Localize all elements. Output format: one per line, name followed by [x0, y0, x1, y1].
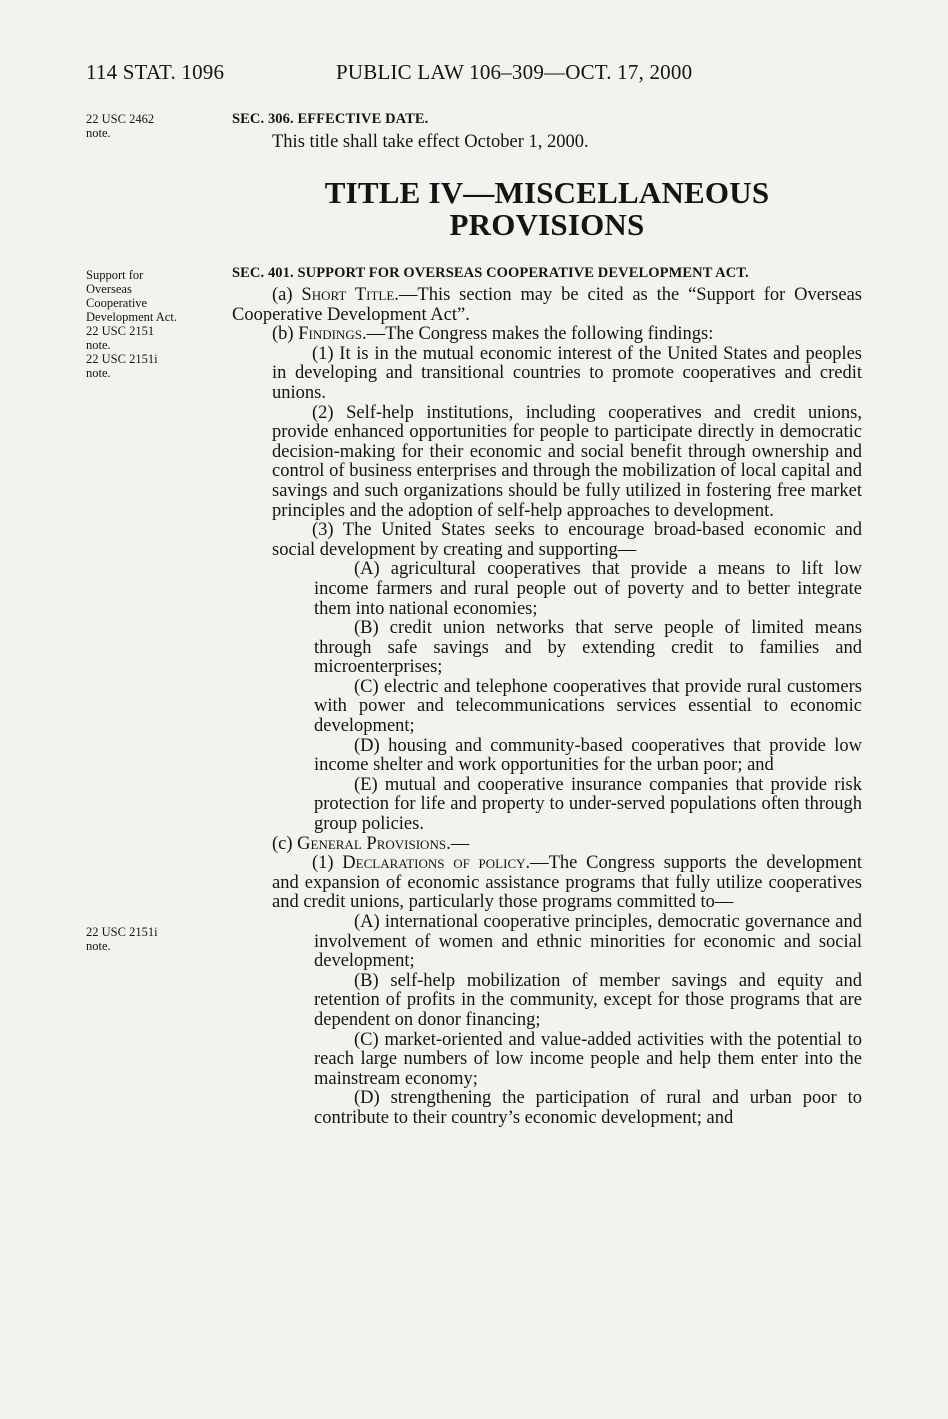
- policy-item-a: (A) international cooperative principles, democratic governance and involvement of women and ethnic minorities for economic and social development;: [314, 912, 862, 972]
- statute-citation: 114 STAT. 1096: [86, 60, 225, 84]
- subsection-a-caption: Short Title: [301, 285, 395, 305]
- margin-note-line: note.: [86, 338, 111, 352]
- public-law-citation: PUBLIC LAW 106–309—OCT. 17, 2000: [336, 60, 693, 84]
- margin-note-line: note.: [86, 366, 111, 380]
- margin-note-line: Support for: [86, 268, 144, 282]
- section-306-text: This title shall take effect October 1, 2000.: [272, 132, 589, 152]
- finding-3-item-c: (C) electric and telephone cooperatives that provide rural customers with power and telecommunications services essential to economic development;: [314, 676, 862, 737]
- finding-3-item-e: (E) mutual and cooperative insurance companies that provide risk protection for life and property to under-served populations often through group policies.: [314, 774, 862, 835]
- finding-1: (1) It is in the mutual economic interest of the United States and peoples in developing and transitional countries to promote cooperatives and credit unions.: [272, 343, 862, 403]
- margin-note-line: 22 USC 2151i: [86, 352, 158, 366]
- section-306-heading: SEC. 306. EFFECTIVE DATE.: [232, 111, 429, 127]
- margin-note-line: note.: [86, 126, 111, 140]
- margin-note-line: 22 USC 2151i: [86, 925, 158, 939]
- subsection-a: [232, 286, 862, 325]
- subsection-c-text: .—: [446, 833, 470, 854]
- margin-note-line: 22 USC 2151: [86, 324, 155, 338]
- finding-3: (3) The United States seeks to encourage broad-based economic and social development by creating and supporting—: [272, 520, 862, 560]
- paragraph-c1-text: .—The Congress supports the development and expansion of economic assistance programs that fully utilize cooperatives and credit unions, particularly those programs committed to—: [272, 853, 862, 913]
- subsection-c-label: (c): [272, 833, 298, 854]
- margin-note-line: note.: [86, 939, 111, 953]
- policy-item-b: (B) self-help mobilization of member savings and equity and retention of profits in the community, except for those programs that are dependent on donor financing;: [314, 970, 862, 1030]
- margin-note-usc-2462: [86, 112, 236, 140]
- paragraph-c1-label: (1): [312, 853, 343, 874]
- title-line-2: PROVISIONS: [449, 207, 645, 242]
- subsection-b: [232, 325, 862, 345]
- section-401: [232, 264, 862, 1129]
- running-header: [86, 60, 866, 90]
- subsection-b-caption: Findings: [298, 324, 362, 345]
- section-306: [232, 110, 862, 153]
- section-401-heading: SEC. 401. SUPPORT FOR OVERSEAS COOPERATIVE DEVELOPMENT ACT.: [232, 265, 749, 281]
- paragraph-c1: [232, 854, 862, 913]
- finding-2: (2) Self-help institutions, including cooperatives and credit unions, provide enhanced opportunities for people to participate directly in democratic decision-making for their economic and social benefit through ownership and control of business enterprises and through the mobilization of local capital and savings and such organizations should be fully utilized in fostering free market principles and the adoption of self-help approaches to development.: [272, 402, 862, 521]
- finding-3-item-d: (D) housing and community-based cooperatives that provide low income shelter and work opportunities for the urban poor; and: [314, 735, 862, 776]
- title-line-1: TITLE IV—MISCELLANEOUS: [324, 175, 770, 210]
- subsection-a-label: (a): [272, 285, 302, 305]
- subsection-c-caption: General Provisions: [297, 833, 447, 854]
- margin-note-line: Cooperative: [86, 296, 148, 310]
- subsection-b-label: (b): [272, 324, 299, 345]
- finding-3-item-b: (B) credit union networks that serve people of limited means through safe savings and by extending credit to families and microenterprises;: [314, 618, 862, 678]
- margin-note-line: Development Act.: [86, 310, 177, 324]
- policy-item-d: (D) strengthening the participation of rural and urban poor to contribute to their country’s economic development; and: [314, 1088, 862, 1128]
- paragraph-c1-caption: Declarations of policy: [342, 853, 526, 874]
- margin-note-line: 22 USC 2462: [86, 112, 155, 126]
- subsection-b-text: .—The Congress makes the following findings:: [361, 324, 714, 345]
- margin-note-line: Overseas: [86, 282, 132, 296]
- finding-3-item-a: (A) agricultural cooperatives that provide a means to lift low income farmers and rural people out of poverty and to better integrate them into national economies;: [314, 559, 862, 619]
- margin-note-usc-2151i: [86, 925, 236, 953]
- subsection-a-text: .—This section may be cited as the “Support for Overseas Cooperative Development Act”.: [232, 285, 862, 325]
- title-iv-heading: [232, 177, 862, 241]
- subsection-c: [232, 835, 862, 855]
- margin-note-support-act: [86, 268, 236, 380]
- policy-item-c: (C) market-oriented and value-added activities with the potential to reach large numbers of low income people and help them enter into the mainstream economy;: [314, 1029, 862, 1089]
